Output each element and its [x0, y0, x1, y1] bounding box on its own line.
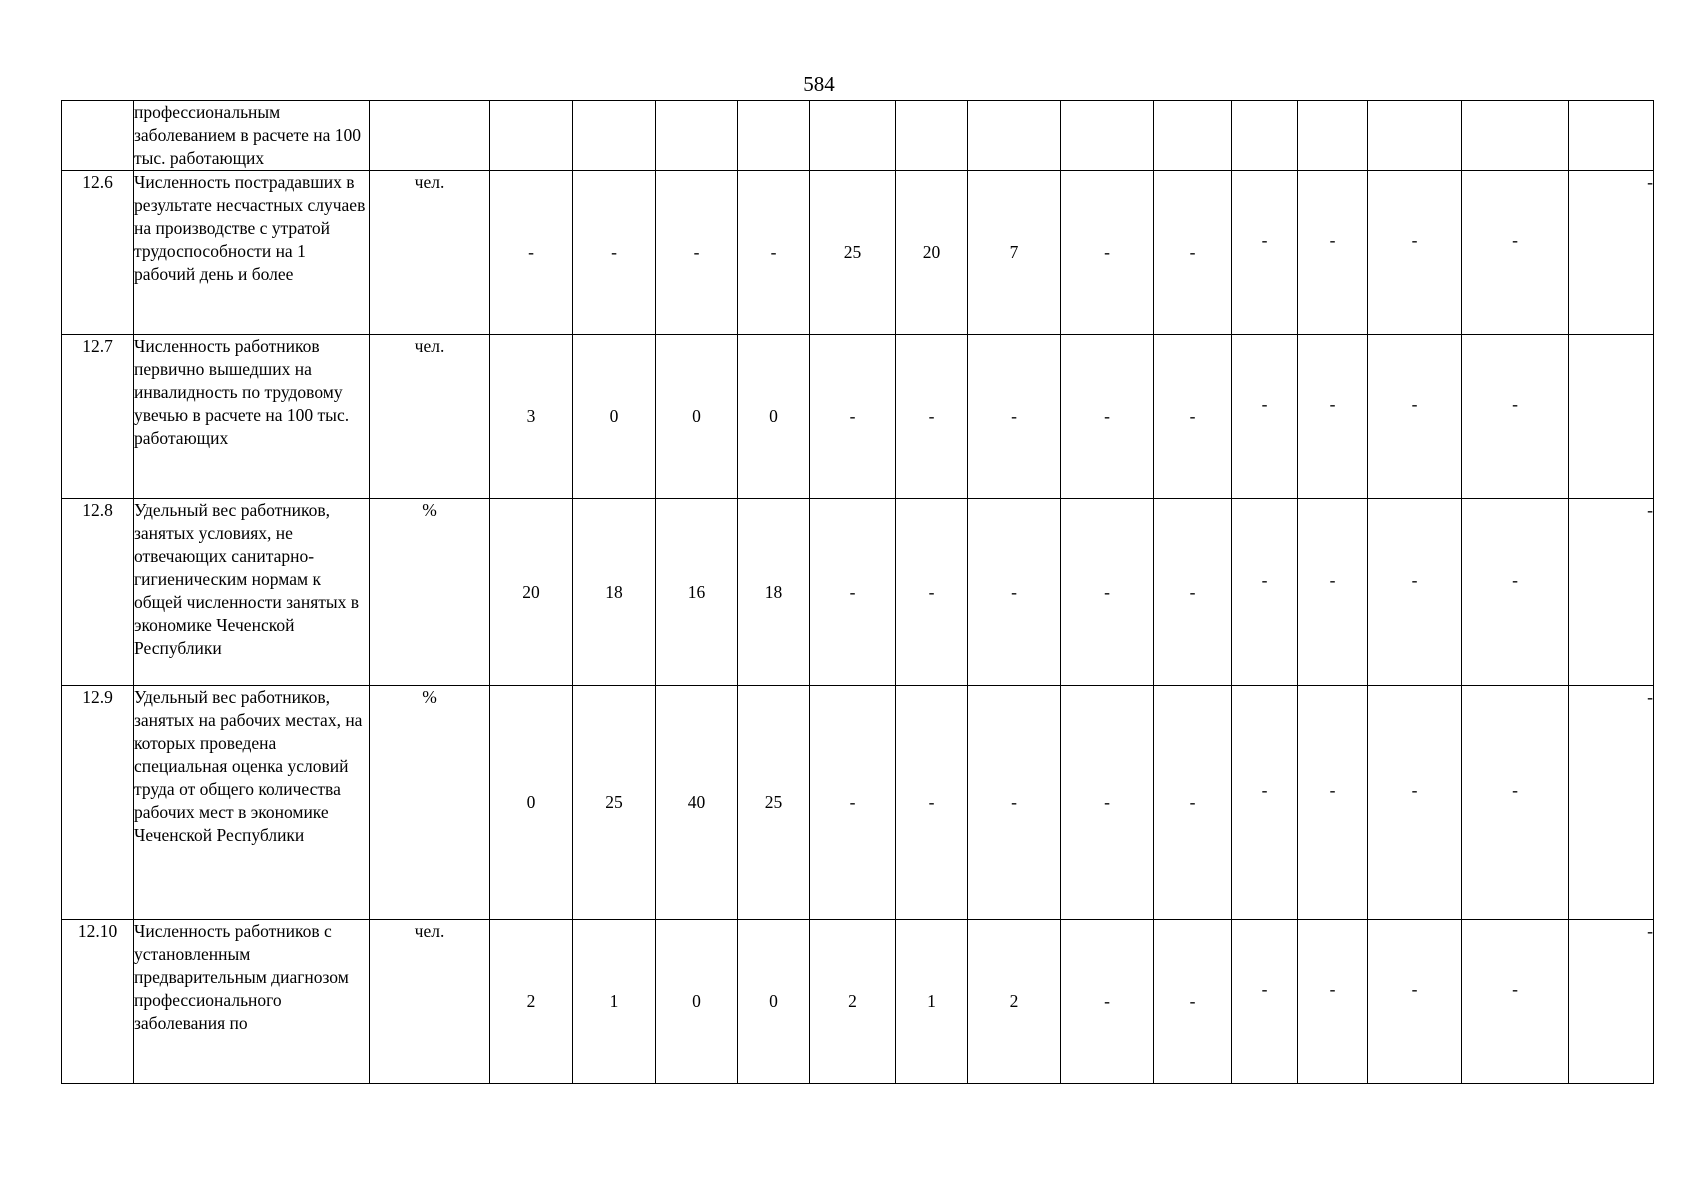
value-cell	[738, 686, 810, 920]
last-value-text: -	[1647, 500, 1653, 520]
value-text: -	[1261, 979, 1268, 999]
value-cell	[1462, 686, 1569, 920]
value-text: -	[1189, 581, 1196, 602]
last-value-text: -	[1647, 921, 1653, 941]
value-text: -	[1189, 242, 1196, 262]
value-text: -	[1189, 406, 1196, 426]
value-cell	[738, 499, 810, 686]
last-value-cell	[1569, 335, 1654, 499]
value-cell	[1232, 171, 1298, 335]
value-text: -	[1011, 792, 1017, 812]
value-cell	[968, 686, 1061, 920]
value-cell	[1154, 335, 1232, 499]
value-text: -	[1512, 979, 1518, 999]
value-text: -	[1104, 581, 1110, 602]
value-cell	[896, 101, 968, 171]
value-cell	[490, 171, 573, 335]
value-cell	[896, 335, 968, 499]
value-cell	[1154, 101, 1232, 171]
value-cell	[1232, 686, 1298, 920]
value-cell	[1298, 335, 1368, 499]
value-text: -	[1411, 979, 1418, 999]
unit-cell: %	[370, 686, 490, 920]
value-text: -	[1411, 394, 1418, 414]
value-text: 0	[692, 406, 701, 426]
value-text: 18	[605, 581, 623, 602]
value-cell	[1232, 920, 1298, 1084]
value-cell	[1154, 920, 1232, 1084]
value-cell	[490, 920, 573, 1084]
value-text: -	[849, 406, 856, 426]
value-cell	[738, 101, 810, 171]
value-cell	[573, 335, 656, 499]
value-cell	[968, 920, 1061, 1084]
value-text: -	[1104, 406, 1110, 426]
value-cell	[490, 101, 573, 171]
value-cell	[896, 499, 968, 686]
value-cell	[896, 920, 968, 1084]
value-cell	[738, 335, 810, 499]
value-text: -	[1261, 230, 1268, 250]
value-cell	[968, 101, 1061, 171]
value-cell	[810, 920, 896, 1084]
value-cell	[810, 686, 896, 920]
value-cell	[1061, 101, 1154, 171]
value-cell	[656, 920, 738, 1084]
value-cell	[1462, 335, 1569, 499]
value-cell	[896, 686, 968, 920]
value-cell	[1298, 686, 1368, 920]
value-text: -	[1512, 394, 1518, 414]
value-cell	[1298, 499, 1368, 686]
row-number: 12.8	[62, 499, 134, 686]
value-text: 0	[769, 991, 778, 1011]
last-value-cell	[1569, 101, 1654, 171]
table-row	[62, 686, 1654, 920]
value-cell	[1061, 171, 1154, 335]
value-cell	[1232, 499, 1298, 686]
value-cell	[1061, 335, 1154, 499]
value-cell	[1368, 920, 1462, 1084]
table-row	[62, 920, 1654, 1084]
row-number: 12.10	[62, 920, 134, 1084]
value-cell	[573, 101, 656, 171]
value-cell	[896, 171, 968, 335]
value-text: 25	[605, 792, 623, 812]
value-text: 40	[687, 792, 706, 812]
value-text: -	[1512, 780, 1518, 800]
value-cell	[1368, 499, 1462, 686]
value-cell	[1462, 920, 1569, 1084]
indicators-table	[61, 100, 1654, 1084]
value-cell	[810, 171, 896, 335]
value-text: -	[1261, 394, 1268, 414]
value-text: -	[1329, 979, 1336, 999]
value-cell	[1462, 101, 1569, 171]
value-cell	[1061, 920, 1154, 1084]
value-text: 16	[687, 581, 706, 602]
value-cell	[810, 335, 896, 499]
value-text: -	[770, 242, 777, 262]
last-value-cell	[1569, 499, 1654, 686]
value-text: -	[1189, 991, 1196, 1011]
value-cell	[968, 335, 1061, 499]
last-value-text: -	[1647, 687, 1653, 707]
indicator-name: Численность пострадавших в результате несчастных случаев на производстве с утратой трудоспособности на 1 рабочий день и более	[134, 171, 370, 335]
value-cell	[1298, 920, 1368, 1084]
value-text: 7	[1009, 242, 1019, 262]
value-cell	[490, 335, 573, 499]
value-cell	[490, 499, 573, 686]
value-text: 18	[764, 581, 783, 602]
value-text: -	[849, 792, 856, 812]
value-cell	[1232, 101, 1298, 171]
value-text: 25	[843, 242, 862, 262]
row-number: 12.7	[62, 335, 134, 499]
value-cell	[1298, 171, 1368, 335]
value-text: 0	[526, 792, 536, 812]
value-text: -	[1329, 230, 1336, 250]
value-cell	[656, 171, 738, 335]
value-cell	[490, 686, 573, 920]
value-cell	[573, 686, 656, 920]
indicator-name: Численность работников первично вышедших на инвалидность по трудовому увечью в расчете на 100 тыс. работающих	[134, 335, 370, 499]
value-text: -	[928, 792, 935, 812]
value-text: -	[1011, 581, 1017, 602]
indicator-name: Численность работников с установленным предварительным диагнозом профессионального заболевания по	[134, 920, 370, 1084]
value-text: -	[1104, 792, 1110, 812]
unit-cell: чел.	[370, 920, 490, 1084]
value-cell	[1368, 171, 1462, 335]
value-text: 2	[848, 991, 857, 1011]
value-text: -	[1411, 780, 1418, 800]
last-value-cell	[1569, 686, 1654, 920]
value-text: -	[928, 406, 935, 426]
value-text: -	[1104, 242, 1110, 262]
value-text: -	[1329, 780, 1336, 800]
value-text: -	[693, 242, 700, 262]
table-row	[62, 499, 1654, 686]
value-text: 0	[609, 406, 619, 426]
value-cell	[1061, 686, 1154, 920]
value-text: 1	[609, 991, 619, 1011]
value-text: 2	[526, 991, 536, 1011]
value-text: -	[1512, 569, 1518, 590]
value-cell	[1298, 101, 1368, 171]
value-cell	[1232, 335, 1298, 499]
last-value-cell	[1569, 920, 1654, 1084]
value-cell	[656, 499, 738, 686]
value-text: -	[928, 581, 935, 602]
value-text: 0	[769, 406, 778, 426]
value-cell	[738, 920, 810, 1084]
value-cell	[1462, 499, 1569, 686]
value-text: -	[1411, 569, 1418, 590]
value-cell	[656, 335, 738, 499]
last-value-cell	[1569, 171, 1654, 335]
unit-cell: чел.	[370, 335, 490, 499]
value-text: 3	[526, 406, 536, 426]
value-text: -	[1261, 780, 1268, 800]
page-number: 584	[803, 72, 835, 96]
value-text: -	[611, 242, 617, 262]
value-text: -	[1011, 406, 1017, 426]
value-cell	[1368, 101, 1462, 171]
value-text: -	[1411, 230, 1418, 250]
last-value-text: -	[1647, 172, 1653, 192]
value-cell	[656, 101, 738, 171]
value-cell	[1462, 171, 1569, 335]
value-cell	[810, 101, 896, 171]
row-number: 12.9	[62, 686, 134, 920]
value-cell	[738, 171, 810, 335]
value-text: 25	[764, 792, 783, 812]
value-cell	[1154, 171, 1232, 335]
value-cell	[968, 171, 1061, 335]
value-cell	[573, 499, 656, 686]
table-row	[62, 171, 1654, 335]
value-text: -	[528, 242, 534, 262]
value-text: -	[1104, 991, 1110, 1011]
value-text: -	[1261, 569, 1268, 590]
value-text: 20	[522, 581, 540, 602]
value-text: -	[849, 581, 856, 602]
value-cell	[656, 686, 738, 920]
value-text: -	[1512, 230, 1518, 250]
value-text: 2	[1009, 991, 1019, 1011]
row-number	[62, 101, 134, 171]
unit-cell	[370, 101, 490, 171]
unit-cell: чел.	[370, 171, 490, 335]
value-cell	[573, 920, 656, 1084]
value-cell	[968, 499, 1061, 686]
value-text: 20	[922, 242, 941, 262]
value-cell	[1368, 335, 1462, 499]
value-text: -	[1329, 394, 1336, 414]
unit-cell: %	[370, 499, 490, 686]
value-cell	[810, 499, 896, 686]
value-cell	[1154, 686, 1232, 920]
value-text: -	[1329, 569, 1336, 590]
value-text: 0	[692, 991, 701, 1011]
value-cell	[573, 171, 656, 335]
value-cell	[1061, 499, 1154, 686]
value-text: 1	[927, 991, 936, 1011]
value-cell	[1368, 686, 1462, 920]
table-row	[62, 101, 1654, 171]
indicator-name: профессиональным заболеванием в расчете на 100 тыс. работающих	[134, 101, 370, 171]
value-cell	[1154, 499, 1232, 686]
value-text: -	[1189, 792, 1196, 812]
indicator-name: Удельный вес работников, занятых условиях, не отвечающих санитарно-гигиеническим нормам к общей численности занятых в экономике Чеченской Республики	[134, 499, 370, 686]
indicator-name: Удельный вес работников, занятых на рабочих местах, на которых проведена специальная оценка условий труда от общего количества рабочих мест в экономике Чеченской Республики	[134, 686, 370, 920]
row-number: 12.6	[62, 171, 134, 335]
table-row	[62, 335, 1654, 499]
